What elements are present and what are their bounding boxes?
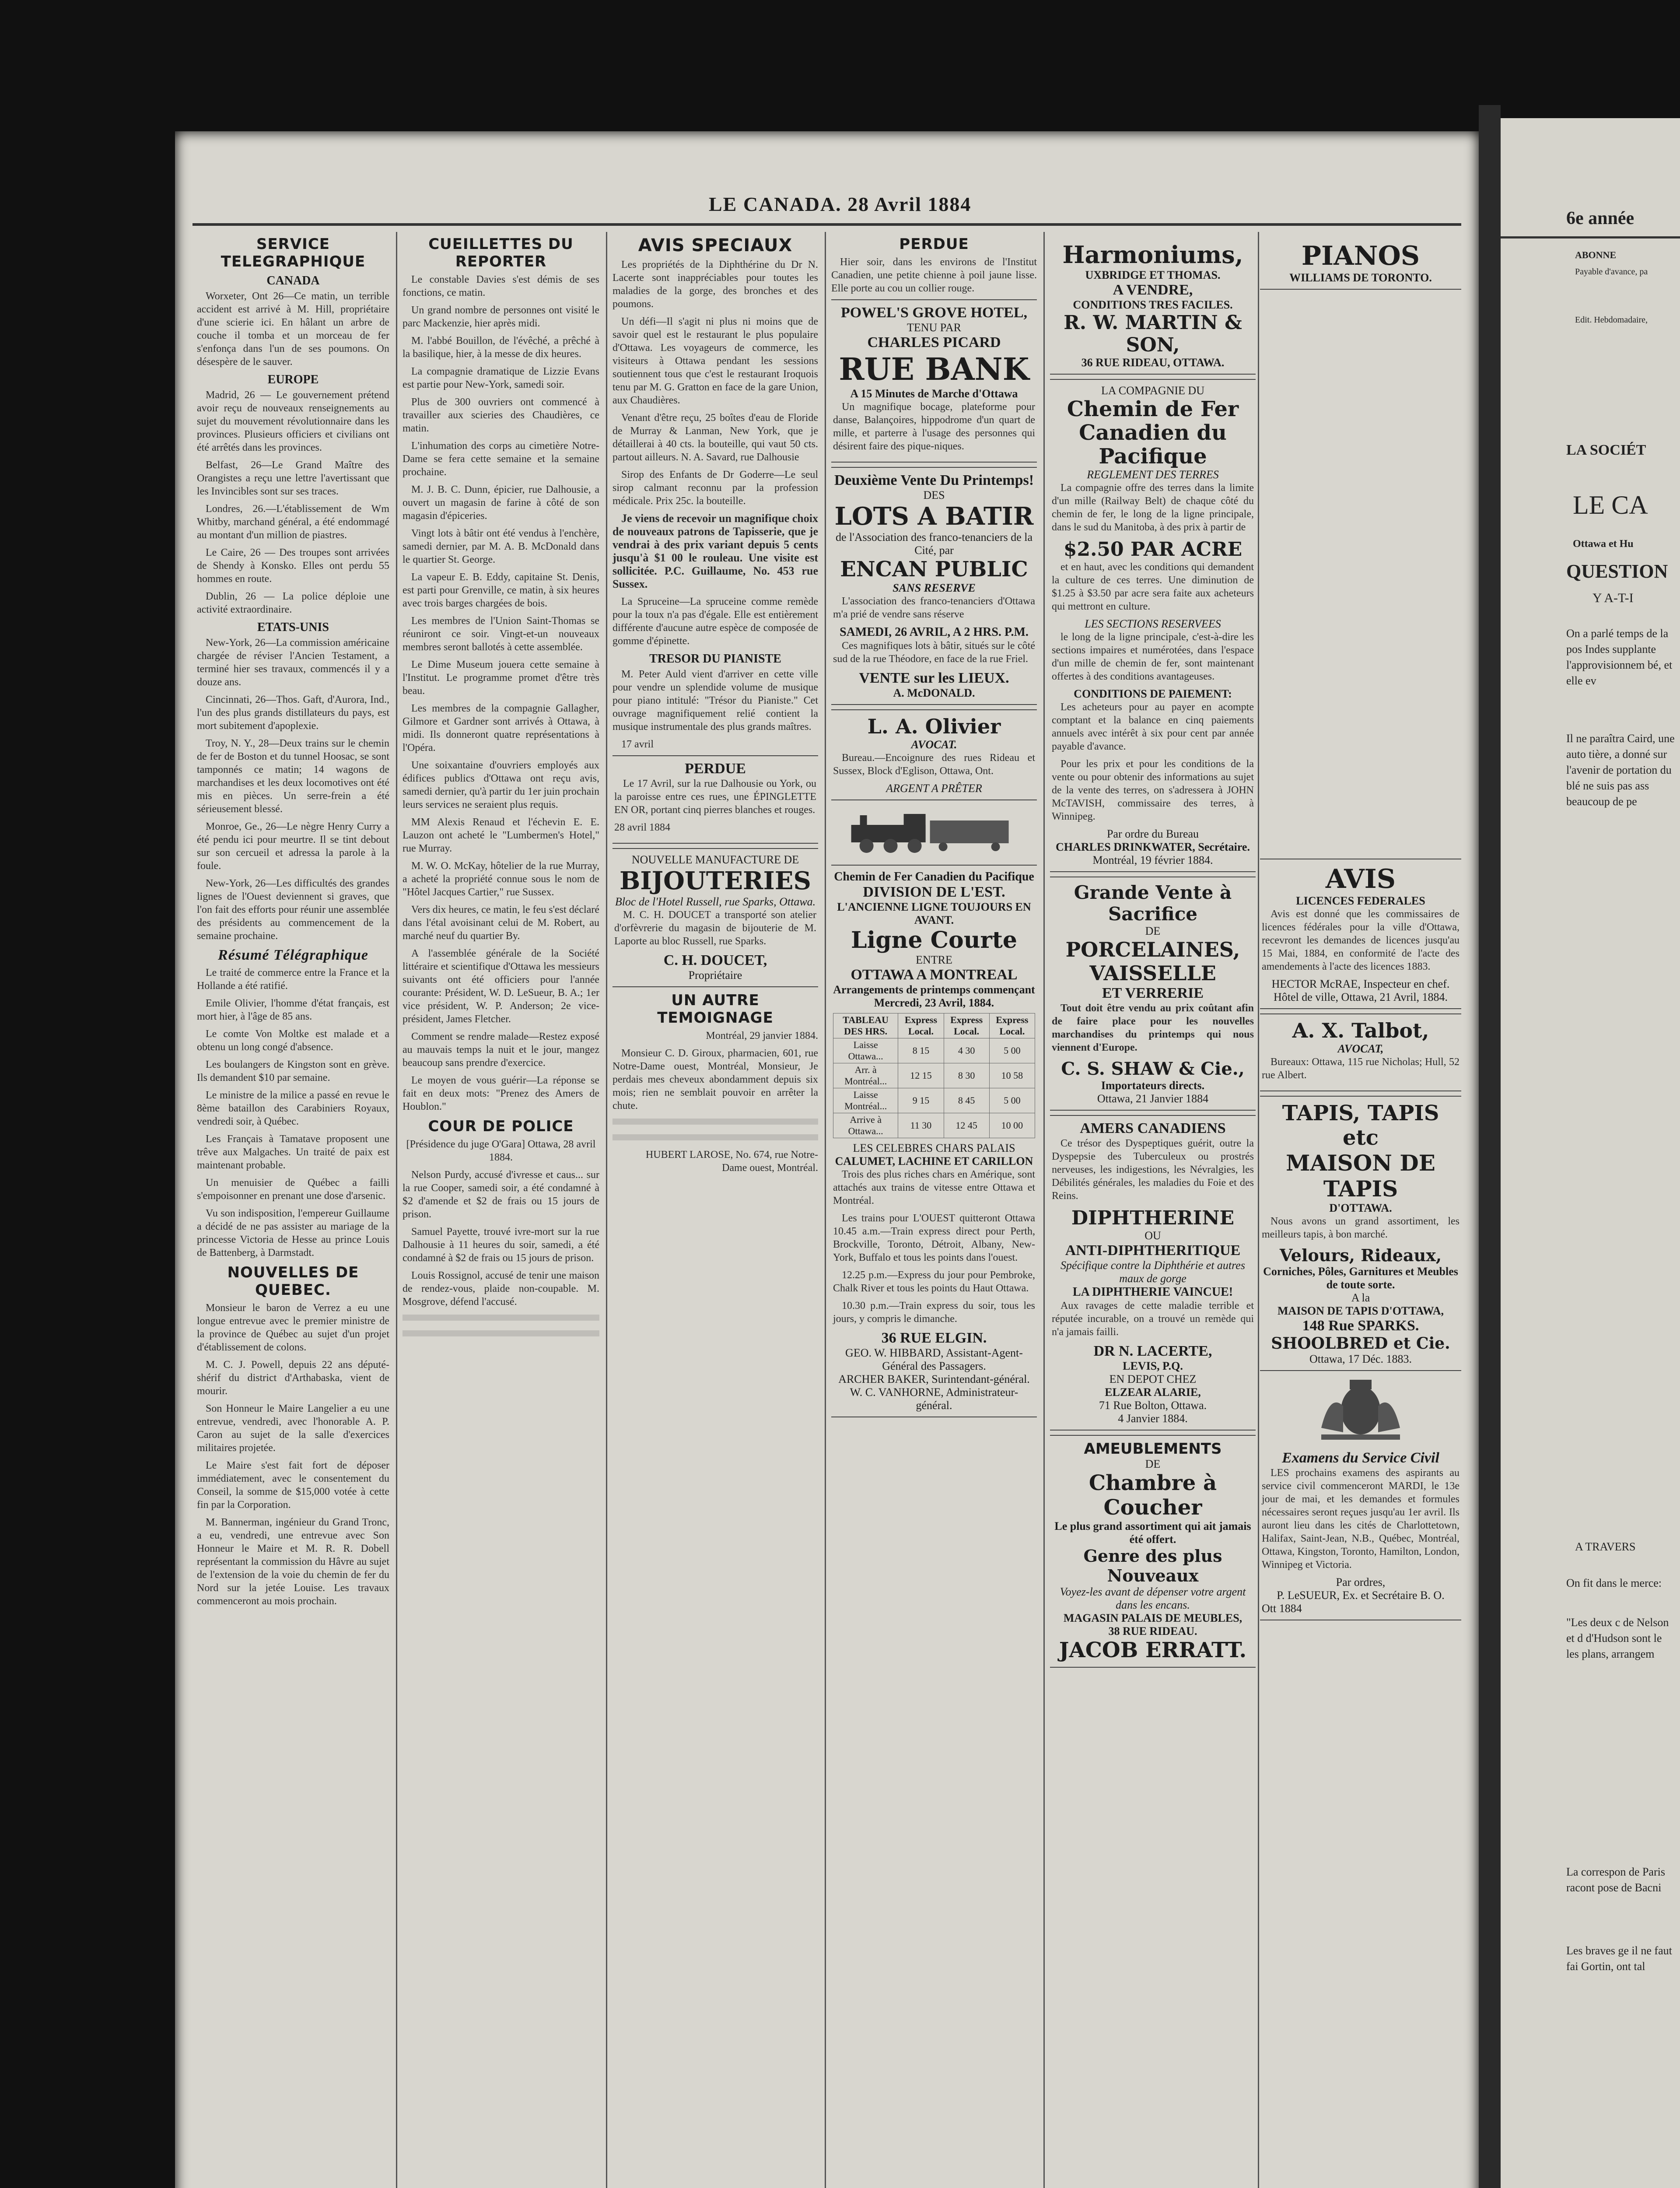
ad-headline: BIJOUTERIES xyxy=(620,866,811,895)
article-paragraph: Le constable Davies s'est démis de ses fonctions, ce matin. xyxy=(402,274,599,298)
ad-lacerte: DR N. LACERTE, xyxy=(1093,1343,1212,1359)
ad-corniches: Corniches, Pôles, Garnitures et Meubles de toute sorte. xyxy=(1263,1265,1458,1291)
ad-drinkwater: CHARLES DRINKWATER, Secrétaire. xyxy=(1056,841,1250,853)
ad-text: 12.25 p.m.—Express du jour pour Pembroke, Chalk River et tous les points du Haut Ottawa. xyxy=(833,1269,1035,1294)
article-paragraph: Les Français à Tamatave proposent une trêve aux Malgaches. Un traité de paix est maintenant probable. xyxy=(197,1133,389,1171)
ad-text: Trois des plus riches chars en Amérique, sont attachés aux trains de vitesse entre Ottawa et Montréal. xyxy=(833,1169,1035,1206)
ad-title: PERDUE xyxy=(685,761,746,777)
locomotive-illustration xyxy=(831,807,1029,856)
article-paragraph: Son Honneur le Maire Langelier a eu une entrevue, vendredi, avec l'honorable A. P. Caron au sujet de la salle d'exercices militaires projetée. xyxy=(197,1403,389,1454)
timetable-cell: 4 30 xyxy=(944,1038,989,1063)
timetable xyxy=(833,1013,1035,1138)
timetable-cell: 5 00 xyxy=(989,1088,1035,1113)
ad-date: Hôtel de ville, Ottawa, 21 Avril, 1884. xyxy=(1273,991,1448,1003)
timetable-cell: 10 58 xyxy=(989,1063,1035,1088)
article-paragraph: Le ministre de la milice a passé en revue le 8ème bataillon des Carabiniers Royaux, vendredi soir, à Québec. xyxy=(197,1090,389,1127)
ad-tapis xyxy=(1260,1096,1461,1371)
ad-de: DE xyxy=(1145,925,1161,937)
ad-text: Tout doit être vendu au prix coûtant afin de faire place pour les nouvelles marchandises du printemps qui nous viennent d'Europe. xyxy=(1052,1003,1254,1053)
timetable-row xyxy=(833,1088,1035,1113)
ad-kicker: NOUVELLE MANUFACTURE DE xyxy=(631,853,799,866)
ad-olivier xyxy=(831,709,1037,800)
ad-lots-a-batir xyxy=(831,467,1037,705)
article-paragraph: Le Maire s'est fait fort de déposer immédiatement, avec le consentement du Conseil, la somme de $15,000 votée à cette fin par la Corporation. xyxy=(197,1460,389,1511)
next-page-paragraph: Les braves ge il ne faut fai Gortin, ont tal xyxy=(1566,1944,1672,1973)
article-paragraph: Les propriétés de la Diphthérine du Dr N. Lacerte sont inappréciables pour toutes les maladies de la gorge, des bronches et des poumons. xyxy=(612,259,818,310)
ad-price: $2.50 PAR ACRE xyxy=(1063,538,1242,561)
subhead-etats-unis: ETATS-UNIS xyxy=(257,621,329,634)
next-page-paragraph: "Les deux c de Nelson et d d'Hudson sont le les plans, arrangem xyxy=(1566,1616,1669,1660)
ad-headline: L. A. Olivier xyxy=(867,715,1001,738)
article-paragraph: Nelson Purdy, accusé d'ivresse et caus... sur la rue Cooper, samedi soir, a été condamné à $2 d'amende et $2 de frais ou 15 jours de prison. xyxy=(402,1169,599,1220)
section-title-service: SERVICE TELEGRAPHIQUE xyxy=(220,235,366,270)
column-divider xyxy=(396,232,397,2188)
article-paragraph: MM Alexis Renaud et l'échevin E. E. Lauzon ont acheté le "Lumbermen's Hotel," rue Murray. xyxy=(402,817,599,854)
police-subtitle: [Présidence du juge O'Gara] Ottawa, 28 avril 1884. xyxy=(406,1139,596,1163)
ad-date: SAMEDI, 26 AVRIL, A 2 HRS. P.M. xyxy=(840,625,1029,639)
ad-assortiment: Le plus grand assortiment qui ait jamais été offert. xyxy=(1054,1520,1251,1546)
timetable-header-cell: Express Local. xyxy=(944,1013,989,1038)
ad-genre: Genre des plus Nouveaux xyxy=(1083,1546,1222,1585)
ad-ordres: Par ordres, xyxy=(1336,1576,1386,1588)
ad-maison: MAISON DE TAPIS xyxy=(1286,1150,1435,1202)
next-page-le-ca: LE CA xyxy=(1573,491,1648,519)
timetable-header xyxy=(833,1013,1035,1038)
ad-amers xyxy=(1050,1115,1256,1431)
ad-text: Le 17 Avril, sur la rue Dalhousie ou York, ou la paroisse entre ces rues, une ÉPINGLETTE EN OR, portant cinq pierres blanches et rouges. xyxy=(614,778,816,816)
ad-railway-schedule xyxy=(831,865,1037,1417)
next-page-paragraph: On a parlé temps de la pos Indes supplante l'approvisionnem bé, et elle ev xyxy=(1566,627,1673,687)
next-page-societe: LA SOCIÉT xyxy=(1566,442,1646,458)
article-paragraph: Un menuisier de Québec a failli s'empoisonner en prenant une dose d'arsenic. xyxy=(197,1177,389,1202)
article-paragraph: Worxeter, Ont 26—Ce matin, un terrible accident est arrivé à M. Hill, propriétaire d'une scierie ici. En hâlant un arbre de couche il tomba et un morceau de fer s'enfonça dans l'un de ses poumons. On désespère de le sauver. xyxy=(197,291,389,368)
article-paragraph: Vers dix heures, ce matin, le feu s'est déclaré dans l'étal avoisinant celui de M. Robert, au marché neuf du quartier By. xyxy=(402,904,599,942)
ad-lesueur: P. LeSUEUR, Ex. et Secrétaire B. O. xyxy=(1277,1589,1445,1602)
article-paragraph-bold: Je viens de recevoir un magnifique choix de nouveaux patrons de Tapisserie, que je vendrai à des prix variant depuis 5 cents jusqu'à $1 00 le rouleau. Une visite est sollicitée. P.C. Guillaume, No. 453 rue Sussex. xyxy=(612,512,818,590)
section-title-quebec: NOUVELLES DE QUEBEC. xyxy=(227,1264,359,1299)
ad-alarie: ELZEAR ALARIE, xyxy=(1105,1386,1201,1399)
timetable-cell: 11 30 xyxy=(898,1113,944,1138)
article-paragraph: Hier soir, dans les environs de l'Institut Canadien, une petite chienne à poil jaune lisse. Elle porte au cou un collier rouge. xyxy=(831,256,1037,294)
article-paragraph: Madrid, 26 — Le gouvernement prétend avoir reçu de nouveaux renseignements au sujet du mouvement révolutionnaire dans les provinces. Plusieurs officiers et civilians ont été arrêtés dans les provinces. xyxy=(197,389,389,453)
ad-headline: AVIS xyxy=(1325,864,1396,894)
article-paragraph: Le moyen de vous guérir—La réponse se fait en deux mots: "Prenez des Amers de Houblon." xyxy=(402,1075,599,1112)
next-page-yat: Y A-T-I xyxy=(1592,591,1634,605)
ad-alarie-addr: 71 Rue Bolton, Ottawa. xyxy=(1099,1399,1207,1412)
ad-owner: CHARLES PICARD xyxy=(867,334,1001,351)
date-line: 28 avril 1884 xyxy=(614,822,670,833)
article-paragraph: M. l'abbé Bouillon, de l'évêché, a prêché à la basilique, hier, à la messe de dix heures. xyxy=(402,335,599,360)
ad-entre: ENTRE xyxy=(916,954,952,966)
ad-date: 4 Janvier 1884. xyxy=(1118,1412,1188,1425)
ad-headline: Examens du Service Civil xyxy=(1282,1450,1439,1466)
ad-text: Avis est donné que les commissaires de licences fédérales pour la ville d'Ottawa, recevront les demandes de licences jusqu'au 15 Mai, 1884, en conformité de l'acte des amendements à l'acte des licences 1883. xyxy=(1262,908,1460,972)
ad-date: Montréal, 19 février 1884. xyxy=(1092,854,1213,866)
page-header: LE CANADA. 28 Avril 1884 xyxy=(709,193,972,215)
subhead-canada: CANADA xyxy=(266,274,320,288)
ad-headline: Chemin de Fer Canadien du Pacifique xyxy=(1067,397,1239,469)
ad-martin-addr: 36 RUE RIDEAU, OTTAWA. xyxy=(1081,356,1225,369)
ad-examens xyxy=(1260,1445,1461,1620)
ad-headline: Chambre à Coucher xyxy=(1088,1471,1217,1520)
article-paragraph: A l'assemblée générale de la Société littéraire et scientifique d'Ottawa les messieurs suivants ont été officiers pour l'année courante: Président, W. D. LeSueur, B. A.; 1er vice président, W. P. Anderson; 2e vice-président, James Fletcher. xyxy=(402,948,599,1025)
ad-specifique: Spécifique contre la Diphthérie et autres maux de gorge xyxy=(1060,1259,1245,1285)
next-page-ottawa-hu: Ottawa et Hu xyxy=(1573,538,1634,550)
ad-ameublements xyxy=(1050,1435,1256,1668)
column-4 xyxy=(831,232,1037,2188)
article-paragraph: L'inhumation des corps au cimetière Notre-Dame se fera cette semaine et la semaine prochaine. xyxy=(402,440,599,478)
timetable-cell: 12 45 xyxy=(944,1113,989,1138)
ad-voyez: Voyez-les avant de dépenser votre argent dans les encans. xyxy=(1060,1585,1246,1611)
article-paragraph: Cincinnati, 26—Thos. Gaft, d'Aurora, Ind., l'un des plus grands distillateurs du pays, est mort subitement d'apoplexie. xyxy=(197,694,389,732)
next-page-question: QUESTION xyxy=(1566,561,1668,582)
ad-role: Propriétaire xyxy=(688,969,742,982)
next-page-payable: Payable d'avance, pa xyxy=(1575,267,1648,277)
ad-text: le long de la ligne principale, c'est-à-dire les sections impaires et numérotées, dans l'espace d'un mille de chemin de fer, sont maintenant offertes à des conditions avantageuses. xyxy=(1052,631,1254,682)
ad-sans-reserve: SANS RESERVE xyxy=(892,582,976,594)
article-paragraph: Emile Olivier, l'homme d'état français, est mort hier, à l'âge de 85 ans. xyxy=(197,998,389,1022)
ad-text: Aux ravages de cette maladie terrible et réputée incurable, on a trouvé un remède qui n'a jamais failli. xyxy=(1052,1300,1254,1338)
column-divider xyxy=(1043,232,1045,2188)
ad-role: AVOCAT, xyxy=(1337,1042,1384,1055)
section-title-avis: AVIS SPECIAUX xyxy=(638,235,793,256)
article-paragraph: La Spruceine—La spruceine comme remède pour la toux n'a pas d'égale. Elle est entièrement différente d'aucune autre espèce de composée de gomme d'épinette. xyxy=(612,596,818,647)
article-paragraph: New-York, 26—Les difficultés des grandes lignes de l'Ouest deviennent si graves, que l'on fait des efforts pour réunir une assemblée des présidents au commencement de la semaine prochaine. xyxy=(197,878,389,942)
ad-text: 10.30 p.m.—Train express du soir, tous les jours, y compris le dimanche. xyxy=(833,1300,1035,1325)
ad-perdue xyxy=(612,755,818,844)
ad-ancienne: L'ANCIENNE LIGNE TOUJOURS EN AVANT. xyxy=(837,901,1031,926)
column-2 xyxy=(402,232,599,2188)
ad-avendre: A VENDRE, xyxy=(1113,282,1193,298)
ad-conditions: CONDITIONS TRES FACILES. xyxy=(1073,298,1233,311)
ad-diphtherine: DIPHTHERINE xyxy=(1071,1207,1235,1229)
timetable-cell: 10 00 xyxy=(989,1113,1035,1138)
column-divider xyxy=(1258,232,1259,2188)
ad-text: Ce trésor des Dyspeptiques guérit, outre la Dyspepsie des Tuberculeux ou prostrés nerveuses, les indigestions, les Névralgies, les Débilités générales, les maladies du Foie et des Reins. xyxy=(1052,1138,1254,1202)
ad-text: M. C. H. DOUCET a transporté son atelier d'orfèvrerie du magasin de bijouterie de M. Laporte au bloc Russell, rue Sparks. xyxy=(614,909,816,947)
ad-text: Bureaux: Ottawa, 115 rue Nicholas; Hull, 52 rue Albert. xyxy=(1262,1056,1460,1081)
ad-mcrae: HECTOR McRAE, Inspecteur en chef. xyxy=(1271,978,1450,990)
next-page-edit: Edit. Hebdomadaire, xyxy=(1575,315,1648,325)
timetable-row xyxy=(833,1063,1035,1088)
illegible-text xyxy=(402,1329,599,1342)
article-paragraph: Troy, N. Y., 28—Deux trains sur le chemin de fer de Boston et du tunnel Hoosac, se sont tamponnés ce matin; 14 wagons de marchandises et les deux locomotives ont été mis en pièces. Un serre-frein a été sérieusement blessé. xyxy=(197,738,389,815)
ad-text: Les trains pour L'OUEST quitteront Ottawa 10.45 a.m.—Train express direct pour Perth, Brockville, Toronto, Détroit, Albany, New-York, Buffalo et tous les points dans l'ouest. xyxy=(833,1213,1035,1263)
article-paragraph: Vingt lots à bâtir ont été vendus à l'enchère, samedi dernier, par M. A. B. McDonald dans le quartier St. George. xyxy=(402,528,599,565)
ad-date: Ottawa, 21 Janvier 1884 xyxy=(1097,1092,1209,1105)
column-divider xyxy=(606,232,607,2188)
ad-vaincue: LA DIPHTHERIE VAINCUE! xyxy=(1072,1285,1233,1299)
ad-hotel-name: POWEL'S GROVE HOTEL, xyxy=(840,305,1028,321)
ad-railway-title: Chemin de Fer Canadien du Pacifique xyxy=(834,870,1034,884)
next-page-paragraph: On fit dans le merce: xyxy=(1566,1577,1662,1589)
article-paragraph: M. Bannerman, ingénieur du Grand Tronc, a eu, vendredi, une entrevue avec Son Honneur le Maire et M. R. R. Dobell représentant la commission du Hâvre au sujet de l'extension de la voie du chemin de fer du Nord sur la jetée Louise. Les travaux commenceront au mois prochain. xyxy=(197,1517,389,1607)
ad-maison2: MAISON DE TAPIS D'OTTAWA, xyxy=(1278,1304,1444,1317)
column-3 xyxy=(612,232,818,2188)
article-paragraph: Les boulangers de Kingston sont en grève. Ils demandent $10 par semaine. xyxy=(197,1059,389,1083)
article-paragraph: Londres, 26.—L'établissement de Wm Whitby, marchand général, a été endommagé au montant d'un million de piastres. xyxy=(197,503,389,541)
timetable-cell: 8 45 xyxy=(944,1088,989,1113)
ad-subtitle: UXBRIDGE ET THOMAS. xyxy=(1085,269,1221,281)
ad-text: Bureau.—Encoignure des rues Rideau et Sussex, Block d'Eglison, Ottawa, Ont. xyxy=(833,752,1035,777)
ad-chars: LES CELEBRES CHARS PALAIS xyxy=(853,1142,1015,1154)
ad-headline: RUE BANK xyxy=(839,351,1029,387)
section-title-perdue: PERDUE xyxy=(899,235,969,253)
article-paragraph: Venant d'être reçu, 25 boîtes d'eau de Floride de Murray & Lanman, New York, que je détaillerai à 40 cts. la bouteille, qui vaut 50 cts. partout ailleurs. N. A. Savard, rue Dalhousie xyxy=(612,412,818,463)
timetable-cell: 9 15 xyxy=(898,1088,944,1113)
timetable-row xyxy=(833,1038,1035,1063)
ad-shaw: C. S. SHAW & Cie., xyxy=(1061,1059,1245,1079)
article-paragraph: Plus de 300 ouvriers ont commencé à travailler aux scieries des Chaudières, ce matin. xyxy=(402,396,599,434)
timetable-cell: Laisse Montréal... xyxy=(833,1088,898,1113)
ad-pianos-sub: WILLIAMS DE TORONTO. xyxy=(1289,271,1432,284)
ad-signature: C. H. DOUCET, xyxy=(663,952,767,968)
ad-licences: LICENCES FEDERALES xyxy=(1296,894,1425,907)
ad-role: AVOCAT. xyxy=(911,738,957,751)
timetable-cell: 8 15 xyxy=(898,1038,944,1063)
illegible-text xyxy=(402,1313,599,1326)
ad-headline: Grande Vente à Sacrifice xyxy=(1074,882,1232,925)
timetable-cell: Arr. à Montréal... xyxy=(833,1063,898,1088)
next-page-annee: 6e année xyxy=(1566,208,1634,228)
article-paragraph: Sirop des Enfants de Dr Goderre—Le seul sirop calmant reconnu par la profession médicale. Prix 25c. la bouteille. xyxy=(612,469,818,507)
illegible-text xyxy=(612,1117,818,1130)
article-paragraph: Monsieur C. D. Giroux, pharmacien, 601, rue Notre-Dame ouest, Montréal, Monsieur, Je perdais mes cheveux abondamment depuis six mois; rien ne semblait pouvoir en arrêter la chute. xyxy=(612,1048,818,1112)
timetable-header-cell: Express Local. xyxy=(898,1013,944,1038)
ad-des: DES xyxy=(923,489,945,501)
ad-avis-licences xyxy=(1260,859,1461,1009)
article-paragraph: Un grand nombre de personnes ont visité le parc Mackenzie, hier après midi. xyxy=(402,305,599,329)
ad-reglement: REGLEMENT DES TERRES xyxy=(1087,468,1219,481)
timetable-cell: 8 30 xyxy=(944,1063,989,1088)
ad-headline: AMERS CANADIENS xyxy=(1080,1120,1226,1136)
ad-dottawa: D'OTTAWA. xyxy=(1329,1202,1392,1214)
ad-text: LES prochains examens des aspirants au service civil commenceront MARDI, le 13e jour de mai, et les demandes et formules nécessaires seront reçues jusqu'au 1er avril. Ils auront lieu dans les cités de Charlottetown, Halifax, Saint-Jean, N.B., Québec, Montréal, Ottawa, Kingston, Toronto, Hamilton, London, Winnipeg et Victoria. xyxy=(1262,1467,1460,1571)
ad-depot: EN DEPOT CHEZ xyxy=(1109,1373,1197,1385)
section-title-police: COUR DE POLICE xyxy=(428,1118,574,1135)
column-1 xyxy=(197,232,389,2188)
article-paragraph: New-York, 26—La commission américaine chargée de réviser l'Ancien Testament, a terminé hier ses travaux, commencés il y a douze ans. xyxy=(197,637,389,688)
ad-headline-2: ENCAN PUBLIC xyxy=(840,557,1028,582)
ad-powels-grove xyxy=(831,299,1037,463)
ad-ala: A la xyxy=(1351,1291,1370,1304)
ad-palais: MAGASIN PALAIS DE MEUBLES, xyxy=(1063,1612,1242,1624)
timetable-cell: 12 15 xyxy=(898,1063,944,1088)
ad-text: Les acheteurs pour au payer en acompte comptant et la balance en cinq paiements annuels avec intérêt à six pour cent par année payable d'avance. xyxy=(1052,701,1254,752)
article-paragraph: M. J. B. C. Dunn, épicier, rue Dalhousie, a ouvert un magasin de farine à côté de son magasin d'épiceries. xyxy=(402,484,599,522)
column-6 xyxy=(1260,232,1461,2188)
article-paragraph: Louis Rossignol, accusé de tenir une maison de rendez-vous, plaide non-coupable. M. Mosgrove, défend l'accusé. xyxy=(402,1270,599,1308)
ad-rideau: 38 RUE RIDEAU. xyxy=(1108,1625,1197,1637)
ad-headline: Harmoniums, xyxy=(1062,241,1243,269)
next-page-abonne: ABONNE xyxy=(1575,249,1617,260)
ad-headline: TAPIS, TAPIS etc xyxy=(1282,1101,1439,1150)
next-page-travers: A TRAVERS xyxy=(1575,1540,1636,1553)
header-rule xyxy=(192,223,1461,226)
ad-martin: R. W. MARTIN & SON, xyxy=(1064,312,1242,356)
ad-porcelaines: PORCELAINES, VAISSELLE xyxy=(1065,938,1240,985)
timetable-header-cell: Express Local. xyxy=(989,1013,1035,1038)
ad-ou: OU xyxy=(1144,1229,1161,1242)
ad-pianos-title: PIANOS xyxy=(1301,241,1420,271)
timetable-cell: Arrive à Ottawa... xyxy=(833,1113,898,1138)
article-paragraph: La vapeur E. B. Eddy, capitaine St. Denis, est parti pour Grenville, ce matin, à six heures avec trois barges chargées de bois. xyxy=(402,572,599,609)
ad-division: DIVISION DE L'EST. xyxy=(863,884,1005,900)
ad-text: Nous avons un grand assortiment, les meilleurs tapis, à bon marché. xyxy=(1262,1216,1460,1240)
article-paragraph: M. Peter Auld vient d'arriver en cette ville pour vendre un splendide volume de musique pour piano intitulé: "Trésor du Pianiste." Cet ouvrage magnifiquement relié contient la musique instrumentale des plus grands maîtres. xyxy=(612,669,818,733)
illegible-text xyxy=(612,1133,818,1146)
ad-kicker: LA COMPAGNIE DU xyxy=(1101,384,1204,397)
ad-vente-lieux: VENTE sur les LIEUX. xyxy=(859,670,1009,686)
ad-arrangements: Arrangements de printemps commençant Mercredi, 23 Avril, 1884. xyxy=(833,983,1035,1009)
article-paragraph: Un défi—Il s'agit ni plus ni moins que de savoir quel est le restaurant le plus populaire d'Ottawa. Les voyageurs de commerce, les visiteurs à Ottawa pendant les sessions soutiennent tous que c'est le restaurant Iroquois tenu par M. G. Gratton en face de la gare Union, aux Chaudières. xyxy=(612,316,818,406)
next-page-paragraph: La correspon de Paris racont pose de Bacni xyxy=(1566,1865,1665,1894)
signature: HUBERT LAROSE, No. 674, rue Notre-Dame ouest, Montréal. xyxy=(645,1149,818,1174)
ad-kicker: TENU PAR xyxy=(906,321,961,334)
article-paragraph: Le Caire, 26 — Des troupes sont arrivées de Shendy à Konsko. Elles ont perdu 55 hommes en route. xyxy=(197,547,389,585)
ad-subtitle: Bloc de l'Hotel Russell, rue Sparks, Ottawa. xyxy=(615,895,816,908)
ad-headline: Ligne Courte xyxy=(850,927,1018,954)
section-title-resume: Résumé Télégraphique xyxy=(218,947,368,963)
ad-velours: Velours, Rideaux, xyxy=(1279,1245,1442,1265)
next-page-rule xyxy=(1501,236,1680,238)
ad-ameublements-title: AMEUBLEMENTS xyxy=(1084,1440,1222,1458)
royal-coat-of-arms xyxy=(1280,1375,1441,1441)
ad-text: L'association des franco-tenanciers d'Ottawa m'a prié de vendre sans réserve xyxy=(833,596,1035,620)
next-page-fragment xyxy=(1501,118,1680,2188)
article-paragraph: Les membres de la compagnie Gallagher, Gilmore et Gardner sont arrivés à Ottawa, à midi. Ils donneront quatre représentations à l'Opéra. xyxy=(402,703,599,754)
ad-headline: A. X. Talbot, xyxy=(1292,1019,1429,1042)
ad-baker: ARCHER BAKER, Surintendant-général. xyxy=(838,1373,1030,1385)
ad-date: Ottawa, 17 Déc. 1883. xyxy=(1309,1353,1412,1365)
ad-levis: LEVIS, P.Q. xyxy=(1123,1360,1183,1372)
ad-pianos xyxy=(1260,236,1461,290)
article-paragraph: Le traité de commerce entre la France et la Hollande a été ratifié. xyxy=(197,967,389,992)
article-paragraph: Vu son indisposition, l'empereur Guillaume a décidé de ne pas assister au mariage de la princesse Victoria de Hesse au prince Louis de Battenberg, à Darmstadt. xyxy=(197,1208,389,1259)
ad-route: OTTAWA A MONTREAL xyxy=(850,967,1018,983)
newspaper-page xyxy=(175,131,1479,2188)
article-paragraph: Belfast, 26—Le Grand Maître des Orangistes a reçu une lettre l'avertissant que les Invincibles sont sur ses traces. xyxy=(197,459,389,497)
article-paragraph: Monsieur le baron de Verrez a eu une longue entrevue avec le premier ministre de la province de Québec au sujet d'un projet d'établissement de colons. xyxy=(197,1302,389,1353)
article-paragraph: Le comte Von Moltke est malade et a obtenu un long congé d'absence. xyxy=(197,1028,389,1053)
ad-paiement: CONDITIONS DE PAIEMENT: xyxy=(1074,687,1232,700)
ad-subtitle: de l'Association des franco-tenanciers de la Cité, par xyxy=(835,531,1033,557)
ad-sparks: 148 Rue SPARKS. xyxy=(1302,1318,1419,1334)
ad-cp-land xyxy=(1050,379,1256,872)
article-paragraph: La compagnie dramatique de Lizzie Evans est partie pour New-York, samedi soir. xyxy=(402,366,599,390)
ad-erratt: JACOB ERRATT. xyxy=(1059,1638,1247,1662)
ad-de: DE xyxy=(1145,1458,1161,1470)
date-line: 17 avril xyxy=(621,739,654,750)
ad-calumet: CALUMET, LACHINE ET CARILLON xyxy=(835,1155,1033,1168)
ad-importateurs: Importateurs directs. xyxy=(1101,1079,1205,1092)
article-paragraph: Dublin, 26 — La police déploie une activité extraordinaire. xyxy=(197,591,389,615)
ad-headline: LOTS A BATIR xyxy=(834,502,1034,531)
timetable-row xyxy=(833,1113,1035,1138)
subhead-tresor: TRESOR DU PIANISTE xyxy=(649,652,781,666)
article-paragraph: Samuel Payette, trouvé ivre-mort sur la rue Dalhousie à 11 heures du soir, samedi, a été condamné à $2 de frais ou 15 jours de prison. xyxy=(402,1226,599,1264)
ad-text: La compagnie offre des terres dans la limite d'un mille (Railway Belt) de chaque côté du chemin de fer, le long de la ligne principale, dans le sud du Manitoba, à des prix à partir de xyxy=(1052,482,1254,533)
article-paragraph: Les membres de l'Union Saint-Thomas se réuniront ce soir. Vingt-et-un nouveaux membres seront ballotés à cette assemblée. xyxy=(402,615,599,653)
article-paragraph: M. W. O. McKay, hôtelier de la rue Murray, a acheté la propriété connue sous le nom de "Hôtel Jacques Cartier," rue Sussex. xyxy=(402,860,599,898)
ad-sections: LES SECTIONS RESERVEES xyxy=(1085,617,1221,630)
ad-text: Ces magnifiques lots à bâtir, situés sur le côté sud de la rue Théodore, en face de la rue Friel. xyxy=(833,640,1035,665)
ad-hibbard: GEO. W. HIBBARD, Assistant-Agent-Général des Passagers. xyxy=(845,1346,1023,1372)
article-paragraph: Monroe, Ge., 26—Le nègre Henry Curry a été pendu ici pour meurtre. Il se tint debout sur son cercueil et adressa la parole à la foule. xyxy=(197,821,389,872)
column-5 xyxy=(1050,232,1256,2188)
ad-vente-sacrifice xyxy=(1050,877,1256,1111)
ad-bijouteries xyxy=(612,848,818,987)
page-gutter xyxy=(1479,105,1501,2188)
article-paragraph: Comment se rendre malade—Restez exposé au mauvais temps la nuit et le jour, mangez beaucoup sans prendre d'exercice. xyxy=(402,1031,599,1069)
ad-elgin: 36 RUE ELGIN. xyxy=(881,1330,987,1346)
subhead-europe: EUROPE xyxy=(267,373,319,386)
date-line: Montréal, 29 janvier 1884. xyxy=(706,1030,818,1041)
ad-anti: ANTI-DIPHTHERITIQUE xyxy=(1065,1242,1241,1259)
timetable-cell: Laisse Ottawa... xyxy=(833,1038,898,1063)
timetable-cell: 5 00 xyxy=(989,1038,1035,1063)
ad-subtitle: A 15 Minutes de Marche d'Ottawa xyxy=(850,387,1018,400)
timetable-header-cell: TABLEAU DES HRS. xyxy=(833,1013,898,1038)
ad-shoolbred: SHOOLBRED et Cie. xyxy=(1271,1334,1450,1353)
ad-ott: Ott 1884 xyxy=(1262,1602,1302,1615)
article-paragraph: Le Dime Museum jouera cette semaine à l'Institut. Le programme promet d'être très beau. xyxy=(402,659,599,697)
article-paragraph: Une soixantaine d'ouvriers employés aux édifices publics d'Ottawa ont reçu avis, samedi dernier, qu'à partir du 1er juin prochain leurs services ne seraient plus requis. xyxy=(402,760,599,810)
ad-signature: A. McDONALD. xyxy=(893,687,975,699)
ad-pret: ARGENT A PRÊTER xyxy=(886,782,982,795)
ad-harmoniums xyxy=(1050,236,1256,375)
ad-text: Un magnifique bocage, plateforme pour danse, Balançoires, hippodrome d'un quart de mille, et parterre à l'usage des personnes qui désirent faire des pique-niques. xyxy=(833,401,1035,452)
ad-talbot xyxy=(1260,1013,1461,1091)
ad-vanhorne: W. C. VANHORNE, Administrateur-général. xyxy=(850,1386,1018,1412)
article-paragraph: M. C. J. Powell, depuis 22 ans député-shérif du district d'Arthabaska, vient de mourir. xyxy=(197,1359,389,1397)
next-page-paragraph: Il ne paraîtra Caird, une auto tière, a donné sur l'avenir de portation du blé ne suis pas ass beaucoup de pe xyxy=(1566,732,1675,808)
ad-verrerie: ET VERRERIE xyxy=(1102,985,1204,1001)
column-divider xyxy=(825,232,826,2188)
ad-text: et en haut, avec les conditions qui demandent la culture de ces terres. Une diminution de $1.25 à $3.50 par acre sera faite aux acheteurs qui mettront en culture. xyxy=(1052,561,1254,612)
ad-bureau: Par ordre du Bureau xyxy=(1106,828,1199,840)
section-title-temoignage: UN AUTRE TEMOIGNAGE xyxy=(657,992,774,1027)
ad-text: Pour les prix et pour les conditions de la vente ou pour obtenir des informations au sujet de la vente des terres, on s'adressera à JOHN McTAVISH, commissaire des terres, à Winnipeg. xyxy=(1052,758,1254,822)
section-title-cueillettes: CUEILLETTES DU REPORTER xyxy=(428,235,574,270)
ad-kicker: Deuxième Vente Du Printemps! xyxy=(834,472,1034,488)
